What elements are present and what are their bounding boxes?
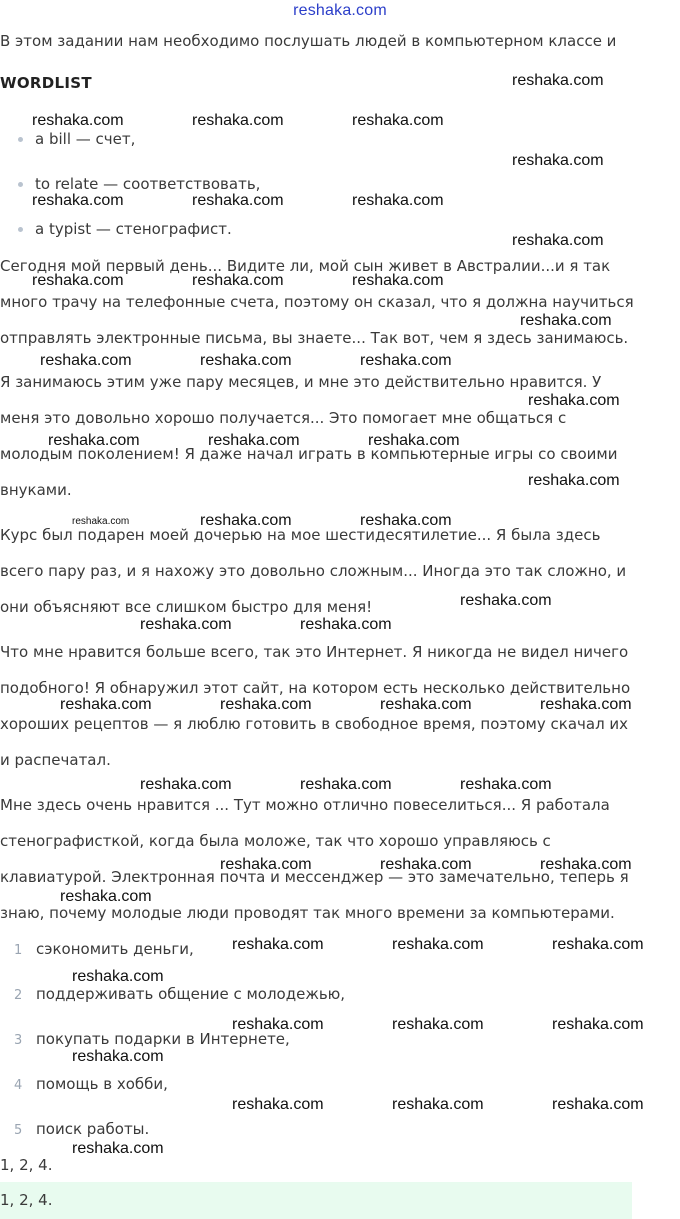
watermark: reshaka.com — [60, 696, 152, 713]
watermark: reshaka.com — [520, 312, 612, 329]
watermark: reshaka.com — [360, 352, 452, 369]
watermark: reshaka.com — [60, 888, 152, 905]
wordlist-item: to relate — соответствовать, — [18, 173, 658, 195]
watermark: reshaka.com — [392, 1096, 484, 1113]
watermark: reshaka.com — [460, 776, 552, 793]
paragraph-line: всего пару раз, и я нахожу это довольно сложным... Иногда это так сложно, и — [0, 562, 627, 580]
bullet-dot-icon — [18, 137, 23, 142]
intro-text: В этом задании нам необходимо послушать людей в компьютерном классе и — [0, 32, 617, 50]
paragraph-line: они объясняют все слишком быстро для меня! — [0, 598, 373, 616]
paragraph-line: Что мне нравится больше всего, так это Интернет. Я никогда не видел ничего — [0, 643, 629, 661]
numbered-item: 5 поиск работы. — [14, 1120, 150, 1138]
paragraph-line: меня это довольно хорошо получается... Это помогает мне общаться с — [0, 409, 567, 427]
watermark: reshaka.com — [192, 192, 284, 209]
watermark: reshaka.com — [360, 512, 452, 529]
paragraph-line: Курс был подарен моей дочерью на мое шестидесятилетие... Я была здесь — [0, 526, 601, 544]
paragraph-line: много трачу на телефонные счета, поэтому он сказал, что я должна научиться — [0, 293, 634, 311]
watermark: reshaka.com — [380, 696, 472, 713]
watermark: reshaka.com — [512, 152, 604, 169]
paragraph-line: знаю, почему молодые люди проводят так много времени за компьютерами. — [0, 904, 615, 922]
paragraph-line: хороших рецептов — я люблю готовить в свободное время, поэтому скачал их — [0, 715, 629, 733]
paragraph-line: клавиатурой. Электронная почта и мессенджер — это замечательно, теперь я — [0, 868, 629, 886]
watermark: reshaka.com — [460, 592, 552, 609]
watermark: reshaka.com — [552, 936, 644, 953]
watermark: reshaka.com — [540, 696, 632, 713]
paragraph-line: Мне здесь очень нравится ... Тут можно отлично повеселиться... Я работала — [0, 796, 610, 814]
watermark: reshaka.com — [528, 392, 620, 409]
paragraph-line: и распечатал. — [0, 751, 111, 769]
watermark: reshaka.com — [352, 192, 444, 209]
watermark: reshaka.com — [232, 1016, 324, 1033]
watermark: reshaka.com — [48, 432, 140, 449]
paragraph-line: стенографисткой, когда была моложе, так что хорошо управляюсь с — [0, 832, 551, 850]
watermark: reshaka.com — [300, 776, 392, 793]
wordlist-title: WORDLIST — [0, 74, 92, 92]
watermark: reshaka.com — [40, 352, 132, 369]
watermark: reshaka.com — [220, 696, 312, 713]
watermark: reshaka.com — [72, 1140, 164, 1157]
paragraph-line: Сегодня мой первый день... Видите ли, мой сын живет в Австралии...и я так — [0, 257, 611, 275]
bullet-dot-icon — [18, 182, 23, 187]
watermark: reshaka.com — [368, 432, 460, 449]
watermark: reshaka.com — [220, 856, 312, 873]
paragraph-line: отправлять электронные письма, вы знаете... Так вот, чем я здесь занимаюсь. — [0, 329, 629, 347]
watermark: reshaka.com — [528, 472, 620, 489]
watermark: reshaka.com — [200, 352, 292, 369]
paragraph-line: подобного! Я обнаружил этот сайт, на котором есть несколько действительно — [0, 679, 631, 697]
watermark: reshaka.com — [32, 272, 124, 289]
numbered-item: 1 сэкономить деньги, — [14, 940, 194, 958]
paragraph-line: внуками. — [0, 481, 72, 499]
watermark: reshaka.com — [352, 272, 444, 289]
watermark: reshaka.com — [32, 112, 124, 129]
wordlist-item: a typist — стенографист. — [18, 218, 658, 240]
wordlist-item: a bill — счет, — [18, 128, 658, 150]
watermark: reshaka.com — [140, 616, 232, 633]
answer-highlight: 1, 2, 4. — [0, 1182, 632, 1219]
paragraph-line: молодым поколением! Я даже начал играть в компьютерные игры со своими — [0, 445, 618, 463]
numbered-item: 2 поддерживать общение с молодежью, — [14, 985, 346, 1003]
watermark: reshaka.com — [300, 616, 392, 633]
watermark: reshaka.com — [200, 512, 292, 529]
numbered-item: 3 покупать подарки в Интернете, — [14, 1030, 290, 1048]
watermark: reshaka.com — [232, 1096, 324, 1113]
watermark: reshaka.com — [352, 112, 444, 129]
watermark: reshaka.com — [392, 1016, 484, 1033]
paragraph-line: Я занимаюсь этим уже пару месяцев, и мне это действительно нравится. У — [0, 373, 602, 391]
bullet-dot-icon — [18, 227, 23, 232]
watermark: reshaka.com — [380, 856, 472, 873]
watermark-small: reshaka.com — [72, 516, 130, 527]
watermark: reshaka.com — [552, 1096, 644, 1113]
watermark: reshaka.com — [512, 72, 604, 89]
watermark: reshaka.com — [192, 272, 284, 289]
watermark: reshaka.com — [192, 112, 284, 129]
watermark: reshaka.com — [232, 936, 324, 953]
watermark: reshaka.com — [392, 936, 484, 953]
paragraph — [0, 248, 676, 356]
watermark: reshaka.com — [72, 968, 164, 985]
numbered-item: 4 помощь в хобби, — [14, 1075, 168, 1093]
watermark: reshaka.com — [140, 776, 232, 793]
watermark: reshaka.com — [540, 856, 632, 873]
paragraph — [0, 517, 676, 625]
header-watermark[interactable]: reshaka.com — [293, 2, 387, 19]
watermark: reshaka.com — [72, 1048, 164, 1065]
watermark: reshaka.com — [512, 232, 604, 249]
watermark: reshaka.com — [208, 432, 300, 449]
watermark: reshaka.com — [552, 1016, 644, 1033]
answer-text: 1, 2, 4. — [0, 1156, 53, 1174]
watermark: reshaka.com — [32, 192, 124, 209]
